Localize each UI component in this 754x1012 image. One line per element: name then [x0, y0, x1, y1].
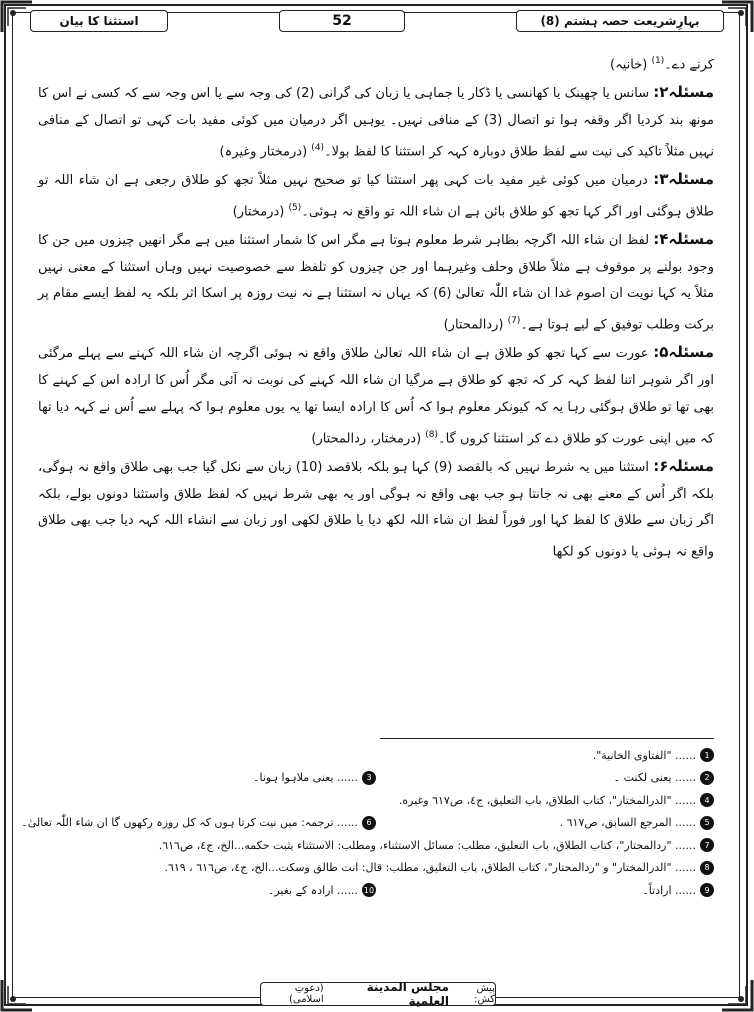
footnote-ref: (5) [288, 202, 302, 213]
corner-ornament-icon [0, 0, 34, 34]
footnote-number: 10 [362, 883, 376, 897]
footnote-number: 8 [700, 861, 714, 875]
masala-heading: مسئلہ۶: [653, 456, 714, 475]
footnote-item [38, 883, 376, 897]
corner-ornament-icon [720, 978, 754, 1012]
footnote-text: ...... "ردالمحتار"، کتاب الطلاق، باب التعلیق، مطلب: مسائل الاستثناء، ومطلب: الاستثناء یثبت حکمه...الخ، ج٤، ص٦١٦. [158, 838, 696, 852]
citation: (ردالمحتار) [443, 317, 504, 333]
footnote-text: ...... "الدرالمختار"، کتاب الطلاق، باب التعلیق، ج٤، ص٦١٧ وغیره. [398, 793, 696, 807]
footnotes [21, 744, 714, 902]
footnote-number: 9 [700, 883, 714, 897]
chapter-title: استثنا کا بیان [30, 10, 168, 32]
corner-ornament-icon [720, 0, 754, 34]
main-text [38, 48, 714, 566]
paragraph-text: کرنے دے۔ [664, 57, 714, 73]
footnote-ref: (7) [507, 316, 521, 327]
footer-prefix: پیش کش: [474, 983, 495, 1005]
footnote-item [38, 793, 714, 807]
page-footer [260, 982, 496, 1006]
footnote-item [38, 771, 376, 785]
footnote-ref: (1) [651, 56, 665, 66]
paragraph [38, 48, 714, 79]
book-title: بہارِشریعت حصہ ہشتم (8) [516, 10, 724, 32]
masala-heading: مسئلہ۳: [653, 169, 714, 188]
footnote-item [376, 816, 714, 830]
page-number: 52 [279, 10, 405, 32]
footnote-text: ...... ارادہ کے بغیر۔ [267, 883, 358, 897]
footnote-text: ...... المرجع السابق، ص٦١٧ . [559, 816, 696, 830]
footnote-text: ...... ارادتاً۔ [642, 883, 696, 897]
footnote-number: 3 [362, 771, 376, 785]
footnote-number: 1 [700, 748, 714, 762]
paragraph-text: لفظ ان شاء اللہ اگرچہ بظاہر شرط معلوم ہوتا ہے مگر اس کا شمار استثنا میں ہے مگر انھیں چیزوں میں جن کا وجود بولنے پر موقوف ہے مثلاً طلاق وحلف وغیرہما اور جن چیزوں کو تلفظ سے خصوصیت نہیں وہاں استثنا کے معنی نہیں مثلاً یہ کہا نویت ان اصوم غدا ان شاء اللّٰہ تعالیٰ (6) کہ یہاں نہ استثنا ہے نہ نیت روزہ پر اسکا اثر بلکہ یہ لفظ ایسے مقام پر برکت وطلب توفیق کے لیے ہوتا ہے۔ [38, 232, 714, 333]
paragraph [38, 339, 714, 453]
paragraph [38, 226, 714, 340]
footnote-number: 2 [700, 771, 714, 785]
masala-heading: مسئلہ۴: [653, 229, 714, 248]
citation: (درمختار، ردالمحتار) [311, 431, 422, 446]
citation: (درمختار وغیرہ) [219, 144, 308, 160]
paragraph [38, 79, 714, 166]
paragraph [38, 453, 714, 567]
footnote-number: 6 [362, 816, 376, 830]
footnote-number: 4 [700, 793, 714, 807]
paragraph-text: استثنا میں یہ شرط نہیں کہ بالقصد (9) کہا ہو بلکہ بلاقصد (10) زبان سے نکل گیا جب بھی طلاق واقع نہ ہوگی، بلکہ اگر اُس کے معنے بھی نہ جانتا ہو جب بھی واقع نہ ہوگی اور یہ بھی شرط نہیں کہ لفظ طلاق واستثنا دونوں بولے، بلکہ اگر زبان سے طلاق کا لفظ کہا اور فوراً لفظ ان شاء اللہ لکھ دیا یا طلاق لکھی اور زبان سے انشاء اللہ کہہ دیا جب بھی طلاق واقع نہ ہوئی یا دونوں کو لکھا [38, 459, 714, 560]
masala-heading: مسئلہ۵: [653, 343, 714, 362]
footnote-text: ...... "الفتاوی الخانیة". [592, 748, 696, 762]
footnote-item [376, 883, 714, 897]
paragraph-text: عورت سے کہا تجھ کو طلاق ہے ان شاء اللہ تعالیٰ طلاق واقع نہ ہوئی اگرچہ ان شاء اللہ کہنے سے پہلے مرگئی اور اگر شوہر اتنا لفظ کہہ کر کہ تجھ کو طلاق ہے مرگیا ان شاء اللہ کہنے کی نوبت نہ آئی مگر اُس کا ارادہ اس کے کہنے کا بھی تھا تو طلاق ہوگئی رہا یہ کہ کیونکر معلوم ہوا کہ اُس کا ارادہ ایسا تھا یہ یوں معلوم ہوا کہ پہلے سے اُس نے کہہ دیا تھا کہ میں اپنی عورت کو طلاق دے کر استثنا کروں گا۔ [38, 346, 714, 446]
footnote-ref: (4) [311, 142, 325, 153]
footnote-item [21, 816, 376, 830]
footnote-text: ...... "الدرالمختار" و "ردالمحتار"، کتاب الطلاق، باب التعلیق، مطلب: قال: انت طالق وسکت...الخ، ج٤، ص٦١٦ ، ٦١٩. [164, 861, 696, 875]
publisher-name: مجلس المدینة العلمیة [366, 980, 449, 1008]
footnote-text: ...... یعنی ملاہوا ہونا۔ [253, 771, 358, 785]
footnote-text: ...... یعنی لکنت ۔ [613, 771, 696, 785]
footnote-ref: (8) [425, 429, 439, 440]
corner-ornament-icon [0, 978, 34, 1012]
footer-suffix: (دعوتِ اسلامی) [288, 983, 324, 1005]
paragraph-text: سانس یا چھینک یا کھانسی یا ڈکار یا جماہی یا زبان کی گرانی (2) کی وجہ سے یا اس وجہ سے کہ کسی نے اس کا مونھ بند کردیا اگر وقفہ ہوا تو اتصال (3) کے منافی نہیں۔ یوہیں اگر درمیان میں کوئی مفید بات کہی تو اتصال کے منافی نہیں مثلاً تاکید کی نیت سے لفظ طلاق دوبارہ کہہ کر استثنا کا لفظ بولا۔ [38, 86, 714, 160]
masala-heading: مسئلہ۲: [653, 83, 714, 102]
footnote-text: ...... ترجمہ: میں نیت کرتا ہوں کہ کل روزہ رکھوں گا ان شاء اللّٰہ تعالیٰ۔ [21, 816, 358, 830]
footnote-item [38, 838, 714, 852]
footnote-number: 7 [700, 838, 714, 852]
citation: (خانیہ) [610, 57, 648, 73]
footnote-item [38, 861, 714, 875]
page-header [30, 8, 724, 34]
footnote-divider [380, 738, 714, 739]
paragraph [38, 166, 714, 226]
footnote-item [38, 748, 714, 762]
footnote-item [376, 771, 714, 785]
footnote-number: 5 [700, 816, 714, 830]
citation: (درمختار) [232, 203, 285, 219]
paragraph-text: درمیان میں کوئی غیر مفید بات کہی پھر استثنا کیا تو صحیح نہیں مثلاً تجھ کو طلاق رجعی ہے ان شاء اللہ تو طلاق ہوگئی اور اگر کہا تجھ کو طلاق بائن ہے ان شاء اللہ تو واقع نہ ہوئی۔ [38, 172, 714, 219]
